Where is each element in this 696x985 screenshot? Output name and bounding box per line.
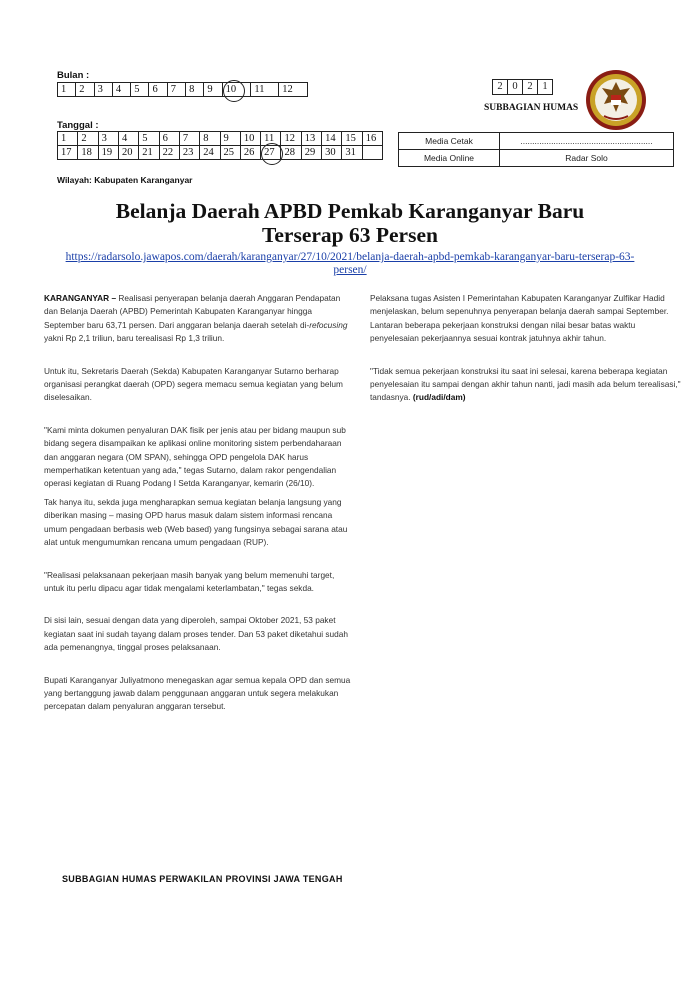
month-number: 4 — [115, 84, 122, 95]
url-line-1[interactable]: https://radarsolo.jawapos.com/daerah/karanganyar/27/10/2021/belanja-daerah-apbd-pemkab-karanganyar-baru-terserap-63- — [65, 251, 635, 263]
year-digit: 0 — [508, 80, 523, 95]
tanggal-label: Tanggal : — [57, 120, 99, 131]
day-cell — [98, 146, 118, 160]
day-number: 17 — [61, 147, 72, 158]
month-number: 3 — [97, 84, 103, 95]
year-digit: 2 — [493, 80, 508, 95]
month-number-selected: 10 — [225, 84, 237, 95]
day-cell — [58, 132, 78, 146]
garuda-emblem-icon — [584, 68, 648, 132]
day-number: 13 — [304, 133, 316, 144]
day-cell — [281, 146, 301, 160]
dateline: KARANGANYAR – — [44, 293, 117, 303]
month-cell — [167, 83, 185, 97]
month-number: 12 — [282, 84, 293, 95]
media-online-value: Radar Solo — [500, 150, 674, 167]
day-cell — [342, 146, 362, 160]
year-digit: 1 — [538, 80, 553, 95]
org-name: SUBBAGIAN HUMAS — [484, 103, 579, 113]
url-line-2[interactable]: persen/ — [333, 264, 367, 276]
day-cell — [220, 146, 240, 160]
day-number: 7 — [182, 133, 189, 144]
paragraph-6: Di sisi lain, sesuai dengan data yang diperoleh, sampai Oktober 2021, 53 paket kegiatan saat ini sudah tayang dalam proses tender. Dan 53 paket diketahui sudah ada pemenangnya, tinggal proses pelaksanaan. — [44, 615, 348, 653]
day-cell — [118, 146, 138, 160]
paragraph-7: Bupati Karanganyar Juliyatmono menegaskan agar semua kepala OPD dan semua yang bertanggung jawab dalam penggunaan anggaran untuk segera melakukan percepatan dalam penyaluran anggaran tersebut. — [44, 674, 351, 712]
bulan-label: Bulan : — [57, 70, 90, 81]
month-cell — [112, 83, 130, 97]
day-number: 26 — [243, 147, 255, 158]
title-line-1: Belanja Daerah APBD Pemkab Karanganyar Baru — [115, 199, 585, 223]
day-number: 15 — [345, 133, 356, 144]
p1-tail: yakni Rp 2,1 triliun, baru terealisasi Rp 1,3 triliun. — [44, 333, 225, 344]
month-cell — [76, 83, 94, 97]
day-number: 22 — [162, 147, 174, 158]
day-number: 4 — [121, 133, 128, 144]
day-number: 23 — [182, 147, 194, 158]
year-box — [492, 79, 553, 95]
day-cell — [322, 146, 342, 160]
day-grid — [57, 131, 383, 160]
day-number: 3 — [101, 133, 107, 144]
day-number: 25 — [223, 147, 234, 158]
day-number: 10 — [243, 133, 255, 144]
day-number: 20 — [121, 147, 133, 158]
day-cell — [322, 132, 342, 146]
month-number: 8 — [189, 84, 195, 95]
month-cell — [251, 83, 279, 97]
day-number: 9 — [223, 133, 229, 144]
article-link[interactable] — [40, 251, 660, 277]
day-number: 12 — [284, 133, 295, 144]
month-cell — [204, 83, 222, 97]
month-cell — [149, 83, 167, 97]
month-number: 11 — [254, 84, 265, 95]
month-cell — [186, 83, 204, 97]
month-number: 1 — [61, 84, 67, 95]
paragraph-1 — [44, 292, 354, 346]
paragraph-r2 — [370, 365, 686, 405]
day-cell — [200, 146, 220, 160]
day-cell — [118, 132, 138, 146]
day-cell — [301, 132, 321, 146]
paragraph-4: Tak hanya itu, sekda juga mengharapkan semua kegiatan belanja langsung yang diberikan masing – masing OPD harus masuk dalam sistem informasi rencana umum pengadaan berbasis web (Web based) yang fungsinya sebagai sarana atau alat untuk mengumumkan rencana umum pengadaan (RUP). — [44, 496, 348, 548]
day-cell — [159, 146, 179, 160]
media-cetak-value: ........................................................ — [500, 133, 674, 150]
month-number: 7 — [170, 84, 177, 95]
year-digit: 2 — [523, 80, 538, 95]
day-number: 5 — [142, 133, 148, 144]
media-online-label: Media Online — [399, 150, 500, 167]
month-cell — [94, 83, 112, 97]
day-cell — [139, 146, 159, 160]
day-number-selected: 27 — [264, 147, 275, 158]
media-cetak-label: Media Cetak — [399, 133, 500, 150]
day-cell — [362, 132, 382, 146]
day-number: 24 — [203, 147, 214, 158]
month-cell — [131, 83, 149, 97]
day-cell — [78, 132, 98, 146]
month-number: 2 — [79, 84, 85, 95]
day-cell — [78, 146, 98, 160]
day-number: 21 — [142, 147, 153, 158]
month-number: 9 — [207, 84, 213, 95]
author-credit: (rud/adi/dam) — [412, 392, 466, 403]
day-cell — [261, 146, 281, 160]
day-cell — [179, 146, 199, 160]
right-column — [370, 292, 686, 405]
day-cell — [240, 132, 260, 146]
left-column — [44, 292, 354, 714]
day-number: 8 — [203, 133, 209, 144]
paragraph-3: "Kami minta dokumen penyaluran DAK fisik per jenis atau per bidang maupun sub bidang segera disampaikan ke aplikasi online monitoring sistem perbendaharaan dan anggaran negara (OM SPAN), sehingga OPD pengelola DAK harus memperhatikan ketentuan yang ada," tegas Sutarno, dalam rakor pengendalian operasi kegiatan di Ruang Podang I Setda Karanganyar, kemarin (26/10). — [44, 424, 346, 489]
day-number: 28 — [284, 147, 295, 158]
day-number: 31 — [345, 147, 356, 158]
month-cell — [222, 83, 251, 97]
month-cell — [58, 83, 76, 97]
day-cell — [98, 132, 118, 146]
paragraph-2: Untuk itu, Sekretaris Daerah (Sekda) Kabupaten Karanganyar Sutarno berharap organisasi perangkat daerah (OPD) segera memacu semua kegiatan yang belum diselesaikan. — [44, 365, 343, 403]
month-grid — [57, 82, 308, 97]
day-number: 29 — [304, 147, 316, 158]
p1-text: Realisasi penyerapan belanja daerah Anggaran Pendapatan dan Belanja Daerah (APBD) Pemerintah Kabupaten Karanganyar hingga September baru 63,71 persen. Dari anggaran belanja daerah setelah di- — [44, 293, 341, 330]
day-number: 2 — [81, 133, 87, 144]
day-number: 30 — [325, 147, 336, 158]
day-cell — [362, 146, 382, 160]
day-cell — [159, 132, 179, 146]
day-number: 18 — [81, 147, 92, 158]
day-number: 1 — [61, 133, 67, 144]
day-cell — [240, 146, 260, 160]
paragraph-r1: Pelaksana tugas Asisten I Pemerintahan Kabupaten Karanganyar Zulfikar Hadid menjelaskan, belum sepenuhnya penyerapan belanja daerah sampai September. Lantaran beberapa pekerjaan konstruksi dengan nilai besar batas waktu penyelesaian pekerjaannya sesuai kontrak jatuhnya akhir tahun. — [370, 293, 669, 344]
day-number: 14 — [325, 133, 336, 144]
p1-italic: refocusing — [309, 319, 348, 330]
month-cell — [279, 83, 308, 97]
day-cell — [58, 146, 78, 160]
day-cell — [281, 132, 301, 146]
article-title — [40, 199, 660, 247]
day-cell — [139, 132, 159, 146]
day-cell — [220, 132, 240, 146]
footer-org: SUBBAGIAN HUMAS PERWAKILAN PROVINSI JAWA TENGAH — [62, 874, 343, 884]
day-number: 6 — [162, 133, 168, 144]
day-number: 11 — [264, 133, 275, 144]
title-line-2: Terserap 63 Persen — [262, 223, 438, 247]
month-number: 6 — [152, 84, 158, 95]
r2-text: "Tidak semua pekerjaan konstruksi itu saat ini selesai, karena beberapa kegiatan penyelesaian itu sampai dengan akhir tahun nanti, jadi masih ada belum terealisasi," tandasnya. — [370, 365, 681, 403]
month-number: 5 — [134, 84, 140, 95]
day-cell — [179, 132, 199, 146]
day-number: 16 — [365, 133, 377, 144]
day-cell — [301, 146, 321, 160]
wilayah-label: Wilayah: Kabupaten Karanganyar — [57, 175, 193, 185]
day-cell — [342, 132, 362, 146]
media-table — [398, 132, 674, 167]
day-cell — [200, 132, 220, 146]
paragraph-5: "Realisasi pelaksanaan pekerjaan masih banyak yang belum memenuhi target, untuk itu perlu dipacu agar tidak mengalami keterlambatan," tegas sekda. — [44, 569, 335, 593]
day-number: 19 — [101, 147, 113, 158]
